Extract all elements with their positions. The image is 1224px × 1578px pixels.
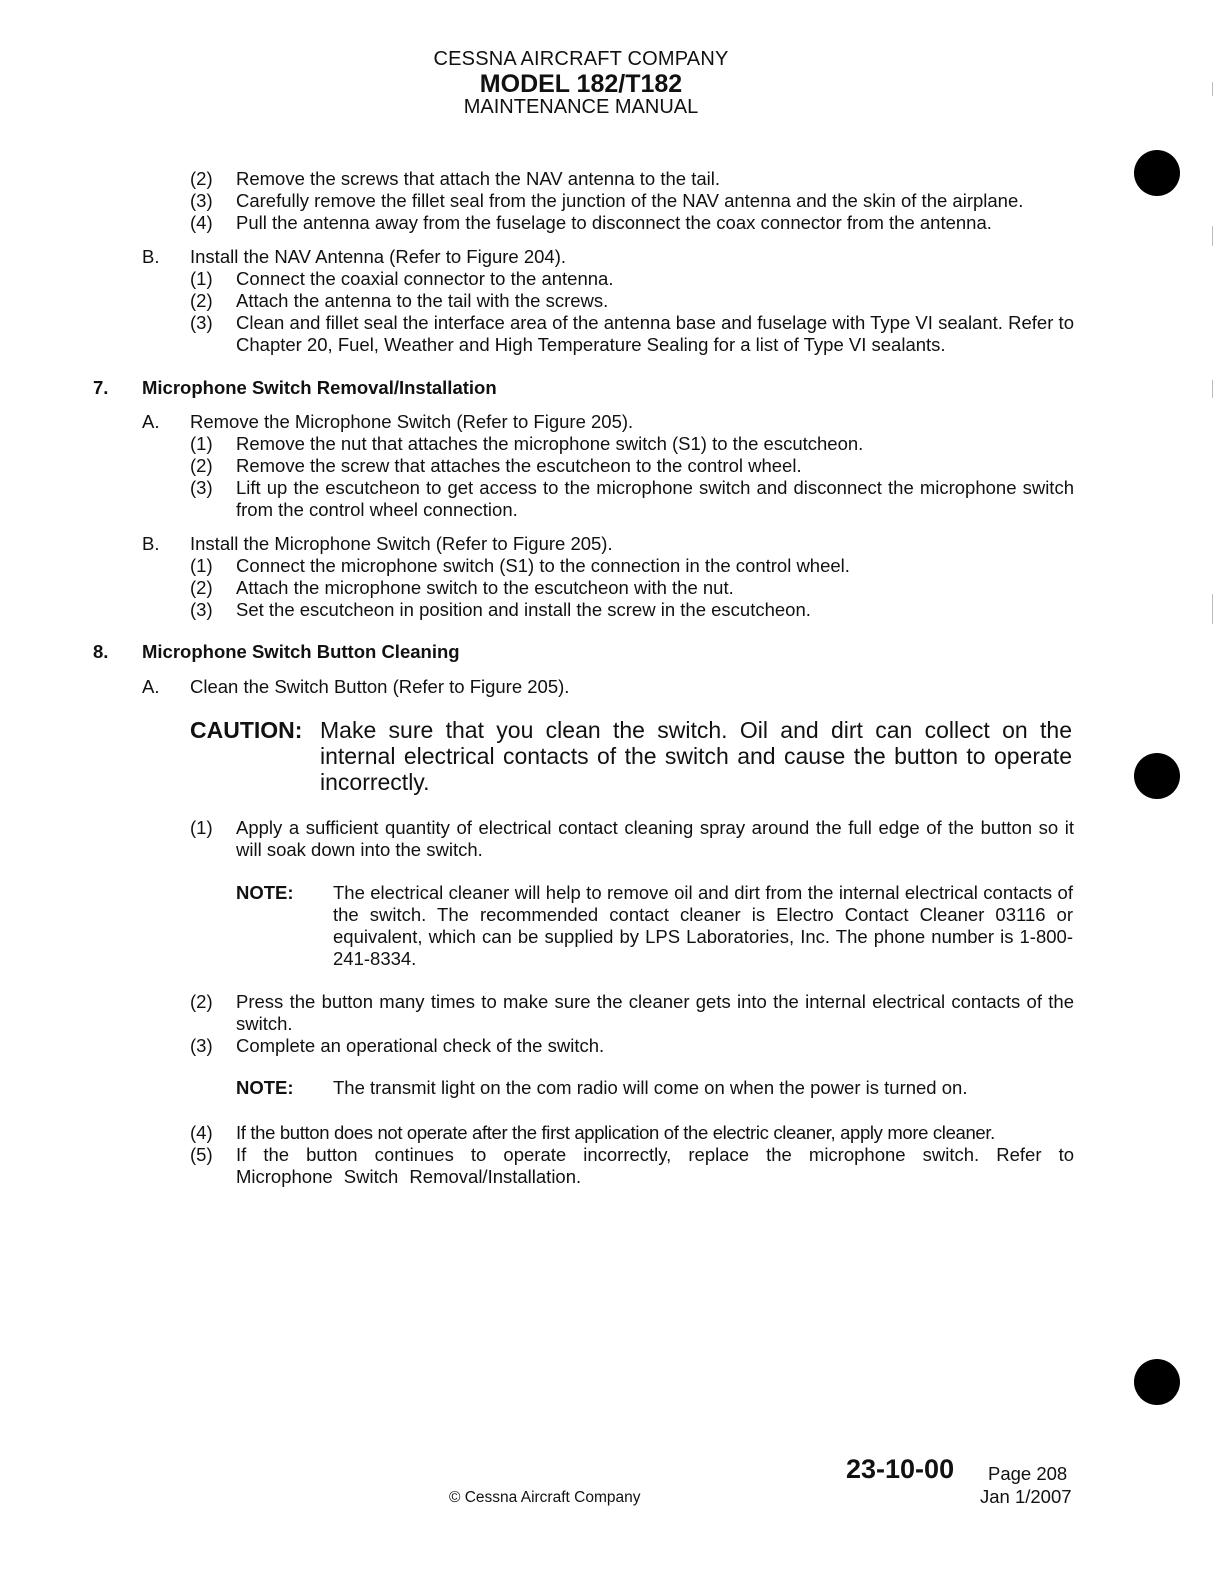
step-text: Attach the microphone switch to the escutcheon with the nut. <box>236 577 734 598</box>
step-number: (1) <box>190 268 213 289</box>
note-text: The transmit light on the com radio will come on when the power is turned on. <box>333 1077 968 1098</box>
subsection-letter: B. <box>142 533 160 554</box>
step-number: (2) <box>190 168 213 189</box>
step-number: (2) <box>190 991 213 1012</box>
scan-mark <box>1212 82 1213 96</box>
step-number: (2) <box>190 290 213 311</box>
step-text: Connect the coaxial connector to the antenna. <box>236 268 614 289</box>
step-text: Apply a sufficient quantity of electrical contact cleaning spray around the full edge of the button so it will soak down into the switch. <box>236 817 1074 860</box>
subsection-letter: A. <box>142 411 160 432</box>
step-text: Pull the antenna away from the fuselage to disconnect the coax connector from the antenna. <box>236 212 992 233</box>
step-number: (1) <box>190 817 213 838</box>
binder-hole <box>1134 753 1180 799</box>
step-text: Remove the screws that attach the NAV antenna to the tail. <box>236 168 721 189</box>
note-label: NOTE: <box>236 1077 294 1098</box>
note-label: NOTE: <box>236 882 294 903</box>
binder-hole <box>1134 150 1180 196</box>
step-number: (5) <box>190 1144 213 1165</box>
subsection-letter: A. <box>142 676 160 697</box>
step-number: (3) <box>190 190 213 211</box>
step-text: If the button does not operate after the first application of the electric cleaner, apply more cleaner. <box>236 1122 995 1143</box>
subsection-title: Install the Microphone Switch (Refer to Figure 205). <box>190 533 613 554</box>
footer-page-number: Page 208 <box>988 1463 1068 1484</box>
header-manual: MAINTENANCE MANUAL <box>463 96 699 118</box>
step-number: (1) <box>190 555 213 576</box>
section-number: 8. <box>93 641 109 662</box>
step-text: Carefully remove the fillet seal from the junction of the NAV antenna and the skin of the airplane. <box>236 190 1024 211</box>
step-text: If the button continues to operate incorrectly, replace the microphone switch. Refer to Microphone Switch Removal/Installation. <box>236 1144 1074 1187</box>
scan-mark <box>1212 226 1213 246</box>
step-number: (3) <box>190 477 213 498</box>
step-text: Connect the microphone switch (S1) to the connection in the control wheel. <box>236 555 850 576</box>
note-text: The electrical cleaner will help to remove oil and dirt from the internal electrical contacts of the switch. The recommended contact cleaner is Electro Contact Cleaner 03116 or equivalent, which can be supplied by LPS Laboratories, Inc. The phone number is 1-800-241-8334. <box>333 882 1073 969</box>
section-title: Microphone Switch Removal/Installation <box>142 377 497 398</box>
step-text: Clean and fillet seal the interface area of the antenna base and fuselage with Type VI sealant. Refer to Chapter 20, Fuel, Weather and High Temperature Sealing for a list of Type VI sealants. <box>236 312 1074 355</box>
step-text: Complete an operational check of the switch. <box>236 1035 605 1056</box>
header-model: MODEL 182/T182 <box>479 70 683 98</box>
step-text: Remove the screw that attaches the escutcheon to the control wheel. <box>236 455 802 476</box>
step-text: Attach the antenna to the tail with the screws. <box>236 290 609 311</box>
step-number: (3) <box>190 599 213 620</box>
step-number: (2) <box>190 455 213 476</box>
step-text: Press the button many times to make sure the cleaner gets into the internal electrical contacts of the switch. <box>236 991 1074 1034</box>
binder-hole <box>1134 1359 1180 1405</box>
scan-mark <box>1212 380 1213 398</box>
step-text: Lift up the escutcheon to get access to the microphone switch and disconnect the microphone switch from the control wheel connection. <box>236 477 1074 520</box>
step-number: (2) <box>190 577 213 598</box>
footer-date: Jan 1/2007 <box>980 1486 1072 1507</box>
subsection-title: Remove the Microphone Switch (Refer to Figure 205). <box>190 411 634 432</box>
step-text: Remove the nut that attaches the microphone switch (S1) to the escutcheon. <box>236 433 864 454</box>
footer-chapter-code: 23-10-00 <box>846 1454 955 1484</box>
caution-label: CAUTION: <box>190 717 303 743</box>
step-number: (4) <box>190 1122 213 1143</box>
section-title: Microphone Switch Button Cleaning <box>142 641 460 662</box>
scan-mark <box>1212 594 1213 624</box>
step-number: (1) <box>190 433 213 454</box>
subsection-title: Install the NAV Antenna (Refer to Figure 204). <box>190 246 567 267</box>
step-number: (3) <box>190 1035 213 1056</box>
step-text: Set the escutcheon in position and install the screw in the escutcheon. <box>236 599 811 620</box>
subsection-letter: B. <box>142 246 160 267</box>
caution-text: Make sure that you clean the switch. Oil and dirt can collect on the internal electrical contacts of the switch and cause the button to operate incorrectly. <box>320 717 1072 795</box>
section-number: 7. <box>93 377 109 398</box>
step-number: (4) <box>190 212 213 233</box>
footer-copyright: © Cessna Aircraft Company <box>449 1489 641 1506</box>
header-company: CESSNA AIRCRAFT COMPANY <box>433 48 729 70</box>
step-number: (3) <box>190 312 213 333</box>
subsection-title: Clean the Switch Button (Refer to Figure 205). <box>190 676 570 697</box>
